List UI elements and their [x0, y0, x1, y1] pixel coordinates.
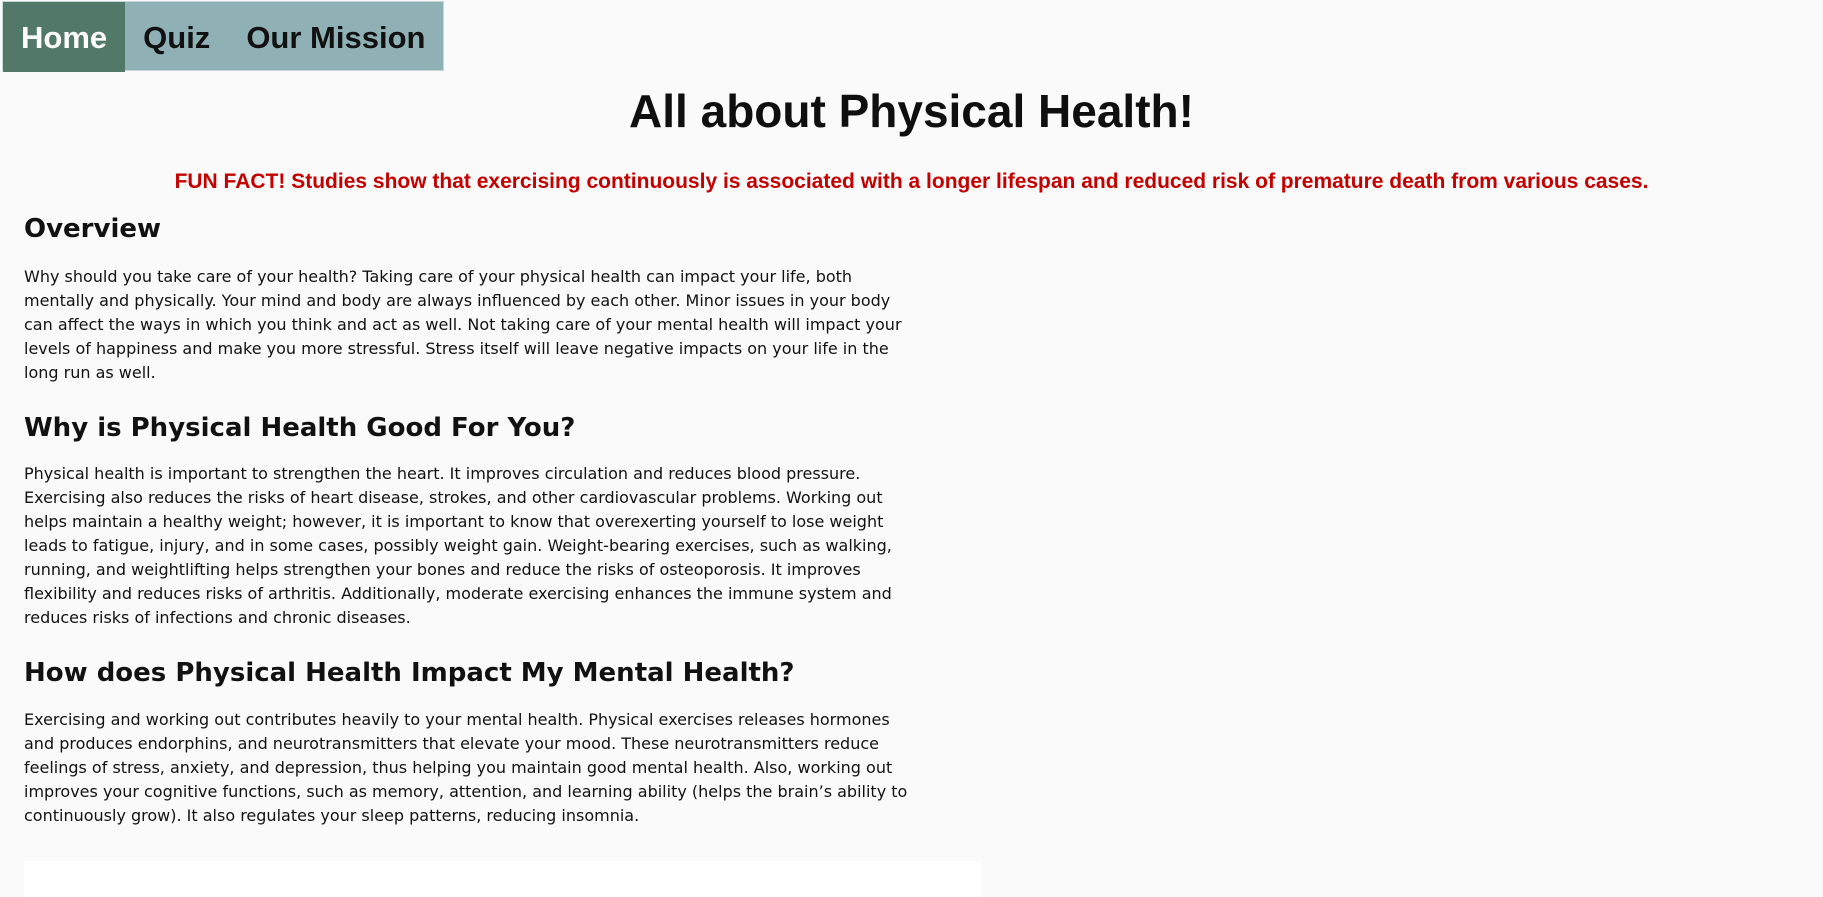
- main-content: [24, 214, 954, 856]
- overview-section: [24, 214, 954, 385]
- content-panel: [24, 861, 981, 897]
- physical-health-benefits-text: Physical health is important to strengthen the heart. It improves circulation and reduces blood pressure. Exercising also reduces the risks of heart disease, strokes, and other cardiovascular problems. Working out helps maintain a healthy weight; however, it is important to know that overexerting yourself to lose weight leads to fatigue, injury, and in some cases, possibly weight gain. Weight-bearing exercises, such as walking, running, and weightlifting helps strengthen your bones and reduce the risks of osteoporosis. It improves flexibility and reduces risks of arthritis. Additionally, moderate exercising enhances the immune system and reduces risks of infections and chronic diseases.: [24, 464, 892, 628]
- page-title: All about Physical Health!: [629, 85, 1194, 137]
- nav-our-mission-link[interactable]: Our Mission: [246, 19, 426, 55]
- mental-health-impact-section: [24, 658, 954, 827]
- physical-health-benefits-heading: Why is Physical Health Good For You?: [24, 413, 576, 444]
- fun-fact-banner: FUN FACT! Studies show that exercising continuously is associated with a longer lifespan and reduced risk of premature death from various cases.: [174, 170, 1649, 193]
- mental-health-impact-text: Exercising and working out contributes heavily to your mental health. Physical exercises releases hormones and produces endorphins, and neurotransmitters that elevate your mood. These neurotransmitters reduce feelings of stress, anxiety, and depression, thus helping you maintain good mental health. Also, working out improves your cognitive functions, such as memory, attention, and learning ability (helps the brain’s ability to continuously grow). It also regulates your sleep patterns, reducing insomnia.: [24, 709, 908, 825]
- mental-health-impact-heading: How does Physical Health Impact My Mental Health?: [24, 658, 795, 689]
- overview-heading: Overview: [24, 214, 162, 244]
- overview-text: Why should you take care of your health? Taking care of your physical health can impact your life, both mentally and physically. Your mind and body are always influenced by each other. Minor issues in your body can affect the ways in which you think and act as well. Not taking care of your mental health will impact your levels of happiness and make you more stressful. Stress itself will leave negative impacts on your life in the long run as well.: [24, 267, 902, 383]
- physical-health-benefits-section: [24, 413, 954, 630]
- nav-quiz-link[interactable]: Quiz: [143, 19, 211, 55]
- top-navigation: [2, 1, 444, 71]
- nav-home-link[interactable]: Home: [3, 2, 125, 72]
